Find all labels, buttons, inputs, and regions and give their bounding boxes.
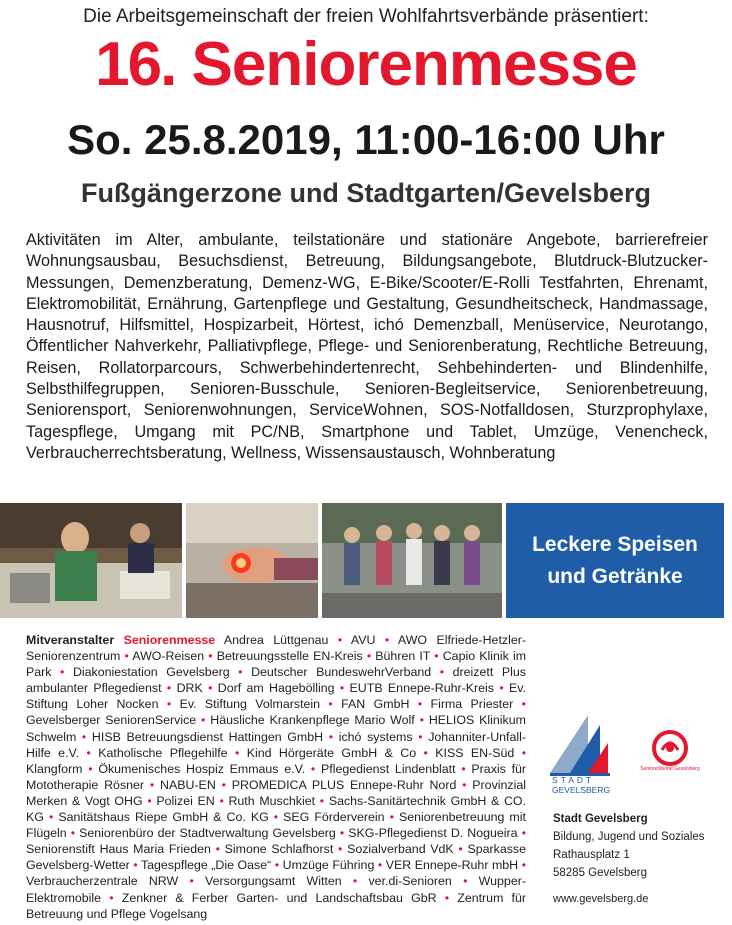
contact-address <box>553 810 705 882</box>
partner-item: Andrea Lüttgenau <box>223 633 329 647</box>
partner-item: Bühren IT <box>375 649 431 664</box>
partner-separator: • <box>419 713 424 728</box>
partner-separator: • <box>458 842 463 857</box>
partner-item: Katholische Pflegehilfe <box>98 745 228 760</box>
partner-item: Johanniter-Unfall-Hilfe e.V. <box>26 729 526 760</box>
partner-separator: • <box>48 810 54 825</box>
partner-separator: • <box>215 842 220 857</box>
partner-separator: • <box>521 826 526 841</box>
partner-separator: • <box>461 761 466 776</box>
partner-separator: • <box>521 745 527 760</box>
partner-separator: • <box>417 697 423 712</box>
event-date: So. 25.8.2019, 11:00-16:00 Uhr <box>67 116 665 163</box>
partner-item: Sozialverband VdK <box>347 842 454 857</box>
partner-separator: • <box>189 874 194 889</box>
partner-separator: • <box>238 665 243 680</box>
partner-item: FAN GmbH <box>341 697 410 712</box>
partner-separator: • <box>208 649 213 664</box>
partner-item: Kind Hörgeräte GmbH & Co <box>246 745 417 760</box>
partner-separator: • <box>521 858 527 873</box>
stadt-logo-name: GEVELSBERG <box>552 785 611 795</box>
partner-separator: • <box>310 761 316 776</box>
photo-hand-massage <box>186 503 318 618</box>
intro-line: Die Arbeitsgemeinschaft der freien Wohlfahrtsverbände präsentiert: <box>83 6 649 27</box>
partner-item: ichó systems <box>338 729 413 744</box>
partner-item: Diakoniestation Gevelsberg <box>72 665 230 680</box>
website-link[interactable]: www.gevelsberg.de <box>553 893 649 905</box>
partner-item: Betreuungsstelle EN-Kreis <box>216 649 363 664</box>
partner-item: Polizei EN <box>156 793 215 808</box>
partner-separator: • <box>166 697 172 712</box>
seniorenbeirat-label: Seniorenbeirat Gevelsberg <box>640 766 700 772</box>
partner-separator: • <box>234 745 240 760</box>
partner-item: HISB Betreuungsdienst Hattingen GmbH <box>91 729 324 744</box>
promo-line-2: und Getränke <box>547 564 683 588</box>
partner-separator: • <box>86 745 91 760</box>
partner-item: Verbraucherzentrale NRW <box>26 874 179 889</box>
partner-item: Firma Priester <box>430 697 514 712</box>
partner-item: AWO Elfriede-Hetzler-Seniorenzentrum <box>26 633 526 664</box>
partner-items <box>26 633 526 921</box>
partner-item: AVU <box>350 633 376 647</box>
partner-separator: • <box>81 729 87 744</box>
partner-separator: • <box>499 681 504 696</box>
partner-separator: • <box>339 826 345 841</box>
partner-separator: • <box>109 890 114 905</box>
edition-number: 16. <box>95 30 176 99</box>
partner-item: Capio Klinik im Park <box>26 649 527 680</box>
partners-list <box>26 632 526 922</box>
partner-item: Gevelsberger SeniorenService <box>26 713 197 728</box>
partner-item: Klangform <box>26 761 83 776</box>
partner-item: Ev. Stiftung Loher Nocken <box>26 681 526 712</box>
partner-item: KISS EN-Süd <box>435 745 515 760</box>
partner-item: Pflegedienst Lindenblatt <box>321 761 456 776</box>
partner-item: Umzüge Führing <box>282 858 375 873</box>
partner-separator: • <box>208 681 213 696</box>
promo-line-1: Leckere Speisen <box>532 532 698 556</box>
event-location: Fußgängerzone und Stadtgarten/Gevelsberg <box>80 178 652 208</box>
partner-item: Wupper-Elektromobile <box>26 874 526 905</box>
partner-separator: • <box>149 777 155 792</box>
partner-item: Seniorenbüro der Stadtverwaltung Gevelsberg <box>79 826 336 841</box>
partner-item: Sparkasse Gevelsberg-Wetter <box>26 842 526 873</box>
partner-separator: • <box>384 633 390 647</box>
partner-item: Deutscher BundeswehrVerband <box>251 665 432 680</box>
partner-item: NABU-EN <box>160 777 216 792</box>
partner-separator: • <box>389 810 394 825</box>
partner-item: AWO-Reisen <box>132 649 205 664</box>
partner-separator: • <box>328 729 334 744</box>
partner-separator: • <box>462 777 467 792</box>
partner-separator: • <box>221 777 226 792</box>
partner-separator: • <box>352 874 358 889</box>
contact-street: Rathausplatz 1 <box>553 849 630 861</box>
stadt-logo-label: STADT <box>552 775 595 785</box>
partner-separator: • <box>219 793 224 808</box>
contact-name: Stadt Gevelsberg <box>553 813 648 825</box>
partner-item: SKG-Pflegedienst D. Nogueira <box>348 826 518 841</box>
partner-separator: • <box>166 681 172 696</box>
contact-department: Bildung, Jugend und Soziales <box>553 831 705 843</box>
seniorenbeirat-logo <box>650 728 690 768</box>
partner-item: Sachs-Sanitärtechnik GmbH & CO. KG <box>26 793 527 825</box>
partner-separator: • <box>423 745 428 760</box>
partner-item: Seniorenstift Haus Maria Frieden <box>26 842 211 857</box>
partner-item: Dorf am Hagebölling <box>217 681 335 696</box>
partner-separator: • <box>319 793 325 808</box>
partner-item: HELIOS Klinikum Schwelm <box>26 713 526 744</box>
partner-separator: • <box>366 649 372 664</box>
partner-separator: • <box>60 665 65 680</box>
contact-city: 58285 Gevelsberg <box>553 867 647 879</box>
partner-item: Praxis für Mototherapie Rösner <box>26 761 527 792</box>
partner-separator: • <box>463 874 468 889</box>
partner-item: Seniorenbetreuung mit Flügeln <box>26 810 526 841</box>
partner-item: Provinzial Merken & Vogt OHG <box>26 777 526 808</box>
partner-item: PROMEDICA PLUS Ennepe-Ruhr Nord <box>231 777 457 792</box>
partner-item: Ökumenisches Hospiz Emmaus e.V. <box>98 761 306 776</box>
activities-text: Aktivitäten im Alter, ambulante, teilstationäre und stationäre Angebote, barrierefreier Wohnungsausbau, Besuchsdienst, Betreuung, Bildungsangebote, Blutdruck-Blutzucker-Messungen, Demenzberatung, Demenz-WG, E-Bike/Scooter/E-Rolli Testfahrten, Ehrenamt, Elektromobilität, Ernährung, Gartenpflege und Gestaltung, Gesundheitscheck, Handmassage, Hausnotruf, Hilfsmittel, Hospizarbeit, Hörtest, ichó Demenzball, Menüservice, Neurotango, Öffentlicher Nahverkehr, Palliativpflege, Pflege- und Seniorenberatung, Rechtliche Betreuung, Reisen, Rollatorparcours, Schwerbehindertenrecht, Sehbehinderten- und Blindenhilfe, Selbsthilfegruppen, Senioren-Busschule, Senioren-Begleitservice, Seniorenbetreuung, Seniorensport, Seniorenwohnungen, ServiceWohnen, SOS-Notfalldosen, Sturzprophylaxe, Tagespflege, Umgang mit PC/NB, Smartphone und Tablet, Umzüge, Venencheck, Verbraucherrechtsberatung, Wellness, Wissensaustausch, Wohnberatung <box>26 231 708 462</box>
partners-lead-accent: Seniorenmesse <box>123 633 216 647</box>
partner-item: DRK <box>176 681 203 696</box>
partner-item: EUTB Ennepe-Ruhr-Kreis <box>349 681 494 696</box>
partner-item: SEG Förderverein <box>283 810 385 825</box>
partner-item: ver.di-Senioren <box>368 874 452 889</box>
partner-separator: • <box>339 681 345 696</box>
partner-item: Simone Schlafhorst <box>224 842 334 857</box>
photo-visitors-group <box>322 503 502 618</box>
partner-item: dreizett Plus ambulanter Pflegedienst <box>26 665 526 696</box>
partner-item: Tagespflege „Die Oase“ <box>140 858 272 873</box>
partner-item: VER Ennepe-Ruhr mbH <box>385 858 519 873</box>
partner-separator: • <box>70 826 76 841</box>
partner-item: Häusliche Krankenpflege Mario Wolf <box>210 713 415 728</box>
event-title <box>0 26 732 104</box>
promo-food-drinks <box>506 503 724 618</box>
partner-separator: • <box>444 890 450 905</box>
partner-separator: • <box>88 761 93 776</box>
partner-separator: • <box>434 649 439 664</box>
partners-lead: Mitveranstalter <box>26 633 115 647</box>
partner-item: Ev. Stiftung Volmarstein <box>179 697 321 712</box>
partner-separator: • <box>377 858 383 873</box>
partner-item: Ruth Muschkiet <box>228 793 316 808</box>
photo-market-stand <box>0 503 182 618</box>
partner-item: Sanitätshaus Riepe GmbH & Co. KG <box>58 810 269 825</box>
partner-separator: • <box>133 858 138 873</box>
partner-separator: • <box>273 810 279 825</box>
partner-separator: • <box>124 649 129 664</box>
partner-separator: • <box>338 842 343 857</box>
partner-separator: • <box>439 665 445 680</box>
partner-separator: • <box>337 633 343 647</box>
partner-item: Versorgungsamt Witten <box>205 874 342 889</box>
partner-item: Zentrum für Betreuung und Pflege Vogelsang <box>26 890 527 921</box>
partner-separator: • <box>328 697 333 712</box>
partner-separator: • <box>147 793 152 808</box>
event-name: Seniorenmesse <box>191 30 637 99</box>
partner-item: Zenkner & Ferber Garten- und Landschaftsbau GbR <box>121 890 437 905</box>
partner-separator: • <box>201 713 206 728</box>
partner-separator: • <box>274 858 280 873</box>
partner-separator: • <box>521 697 526 712</box>
partner-separator: • <box>418 729 423 744</box>
